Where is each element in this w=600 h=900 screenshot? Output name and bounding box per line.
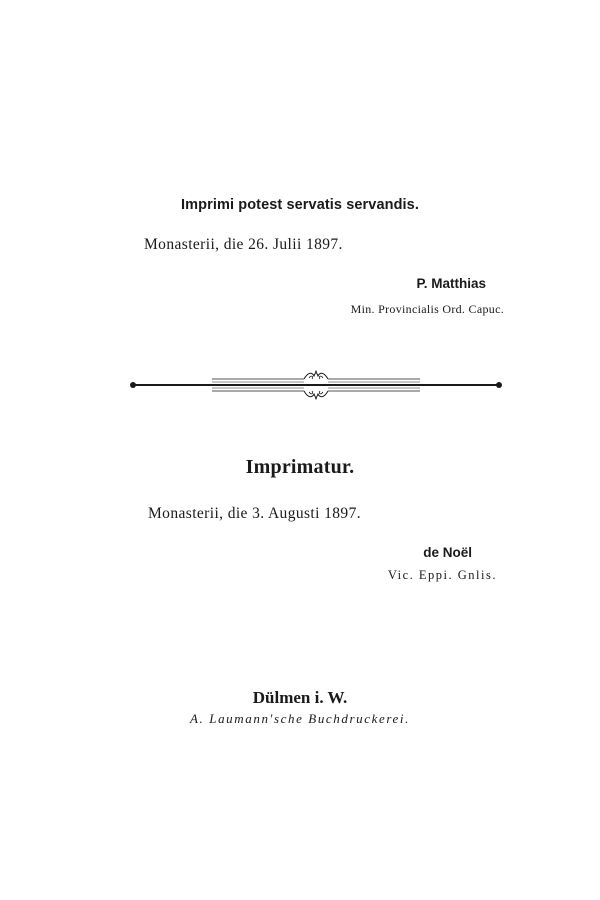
second-approval-date: Monasterii, die 3. Augusti 1897. [148,505,361,522]
first-signatory-title: Min. Provincialis Ord. Capuc. [350,302,504,316]
imprint-place: Dülmen i. W. [252,688,348,707]
imprimi-potest-heading: Imprimi potest servatis servandis. [181,197,419,213]
second-signatory-name: de Noël [423,545,472,560]
first-signatory-name: P. Matthias [416,276,486,291]
imprint-printer: A. Laumann'sche Buchdruckerei. [190,711,410,726]
decorative-divider-ornament [128,370,504,400]
second-signatory-title: Vic. Eppi. Gnlis. [387,568,497,582]
first-approval-date: Monasterii, die 26. Julii 1897. [144,236,343,253]
imprimatur-heading: Imprimatur. [245,456,355,478]
